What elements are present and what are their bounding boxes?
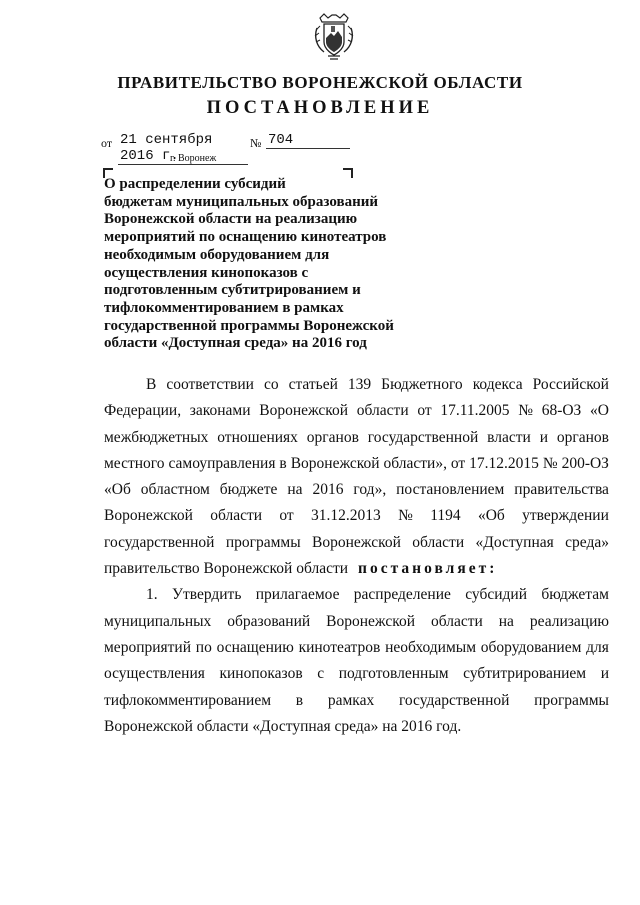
word: власти	[487, 428, 531, 446]
document-type: ПОСТАНОВЛЕНИЕ	[206, 98, 434, 118]
word: отношениях	[217, 428, 298, 446]
text-line	[104, 586, 609, 612]
word: области»,	[383, 454, 447, 472]
word: 1.	[146, 586, 158, 604]
document-title	[104, 176, 404, 353]
word: кинотеатров	[298, 638, 381, 656]
word: органов	[306, 428, 359, 446]
title-line: осуществления кинопоказов с	[104, 264, 309, 281]
word: 139	[347, 376, 372, 393]
word: оснащению	[216, 638, 294, 656]
word: Воронежской	[312, 533, 401, 551]
word: «Доступная	[475, 533, 554, 551]
text-line	[104, 507, 609, 533]
word: от	[417, 402, 432, 420]
word: Воронежской	[104, 507, 193, 525]
word: 200-ОЗ	[561, 454, 609, 472]
word: государственной	[104, 533, 215, 551]
word: органов	[556, 428, 609, 446]
word: статьей	[288, 376, 338, 393]
text-line	[104, 402, 609, 428]
word: правительства	[514, 481, 609, 499]
word: 17.12.2015	[469, 454, 539, 472]
word: 17.11.2005	[440, 402, 510, 420]
word: реализацию	[529, 612, 609, 630]
word: «Об	[477, 507, 505, 525]
word: субсидий	[465, 586, 527, 604]
word: №	[398, 507, 413, 525]
word: «О	[590, 402, 609, 420]
clause-1-paragraph	[104, 586, 609, 717]
text-line	[104, 613, 609, 639]
word: программы	[534, 691, 609, 709]
word: Воронежской	[259, 402, 349, 420]
word: год»,	[353, 481, 387, 499]
word: кинопоказов	[219, 665, 303, 683]
word: в	[295, 691, 304, 709]
word: бюджете	[219, 481, 278, 499]
text-line	[104, 376, 609, 402]
word: 68-ОЗ	[541, 402, 582, 420]
word: осуществления	[104, 665, 205, 683]
word: В	[146, 376, 157, 393]
text-line	[104, 534, 609, 560]
title-line: тифлокомментированием в рамках	[104, 299, 344, 316]
word: области	[430, 612, 483, 630]
word: тифлокомментированием	[104, 691, 272, 709]
word: в	[279, 454, 287, 472]
word: государственной	[398, 691, 510, 709]
date-prefix: от	[101, 136, 113, 150]
word: распределение	[353, 586, 451, 604]
word: от	[450, 454, 466, 472]
coat-of-arms-emblem	[314, 12, 354, 62]
word: на	[287, 481, 303, 499]
title-line: области «Доступная среда» на 2016 год	[104, 335, 367, 352]
word: муниципальных	[104, 612, 212, 630]
word: области	[412, 533, 465, 551]
word: и	[539, 428, 548, 446]
word: прилагаемое	[255, 586, 340, 604]
word: с	[317, 665, 325, 683]
word: области	[210, 507, 263, 525]
word: 31.12.2013	[311, 507, 381, 525]
word: 1194	[430, 507, 461, 525]
word: Воронежской	[326, 612, 416, 630]
word: со	[263, 376, 279, 393]
word: государственной	[367, 428, 479, 446]
word: от	[279, 507, 294, 525]
word: Российской	[532, 376, 609, 393]
word: подготовленным	[338, 665, 449, 683]
number-prefix: №	[250, 136, 262, 150]
title-line: мероприятий по оснащению кинотеатров	[104, 229, 387, 246]
title-line: О распределении субсидий	[104, 176, 286, 192]
word: рамках	[327, 691, 375, 709]
word: соответствии	[166, 376, 254, 393]
word: программы	[225, 533, 301, 551]
word: кодекса	[472, 376, 523, 393]
word: межбюджетных	[104, 428, 209, 446]
word: 2016	[312, 481, 344, 499]
text-line	[104, 455, 609, 481]
text-line	[104, 429, 609, 455]
text-line	[104, 481, 609, 507]
document-body	[104, 376, 609, 744]
clause-1-last-line	[104, 718, 609, 744]
word: бюджетам	[541, 586, 609, 604]
word: по	[195, 638, 212, 656]
word: утверждении	[522, 507, 609, 525]
preamble-paragraph	[104, 376, 609, 560]
title-line: Воронежской области на реализацию	[104, 211, 358, 228]
word: оборудованием	[480, 638, 582, 656]
city-label: г. Воронеж	[170, 153, 217, 164]
word: Утвердить	[171, 586, 242, 604]
word: субтитрированием	[463, 665, 587, 683]
title-line: подготовленным субтитрированием и	[104, 282, 361, 299]
document-number: 704	[266, 132, 350, 149]
text-line	[104, 665, 609, 691]
word: среда»	[565, 533, 609, 551]
word: №	[542, 454, 558, 472]
title-line: государственной программы Воронежской	[104, 317, 394, 334]
word: областном	[140, 481, 210, 499]
word: мероприятий	[104, 638, 192, 656]
word: Федерации,	[104, 402, 182, 420]
document-date: 21 сентября 2016 г.	[118, 132, 248, 165]
word: необходимым	[385, 638, 477, 656]
preamble-last-text: правительство Воронежской области	[104, 560, 349, 578]
word: и	[600, 665, 609, 683]
word: местного	[104, 454, 165, 472]
word: №	[518, 402, 533, 420]
title-line: бюджетам муниципальных образований	[104, 193, 378, 210]
text-line	[104, 639, 609, 665]
word: самоуправления	[168, 454, 276, 472]
word: на	[498, 612, 514, 630]
word: Воронежской	[290, 454, 380, 472]
clause-1-last-text: Воронежской области «Доступная среда» на 2016 год.	[104, 717, 462, 735]
word: законами	[189, 402, 251, 420]
word: области	[356, 402, 409, 420]
title-line: необходимым оборудованием для	[104, 246, 330, 263]
text-line	[104, 692, 609, 718]
word: постановлением	[396, 481, 505, 499]
decree-word: постановляет:	[358, 560, 498, 578]
word: для	[586, 638, 609, 656]
word: «Об	[104, 481, 131, 499]
word: образований	[227, 612, 311, 630]
organization-name: ПРАВИТЕЛЬСТВО ВОРОНЕЖСКОЙ ОБЛАСТИ	[117, 73, 523, 92]
preamble-last-line	[104, 560, 609, 586]
word: Бюджетного	[381, 376, 463, 393]
